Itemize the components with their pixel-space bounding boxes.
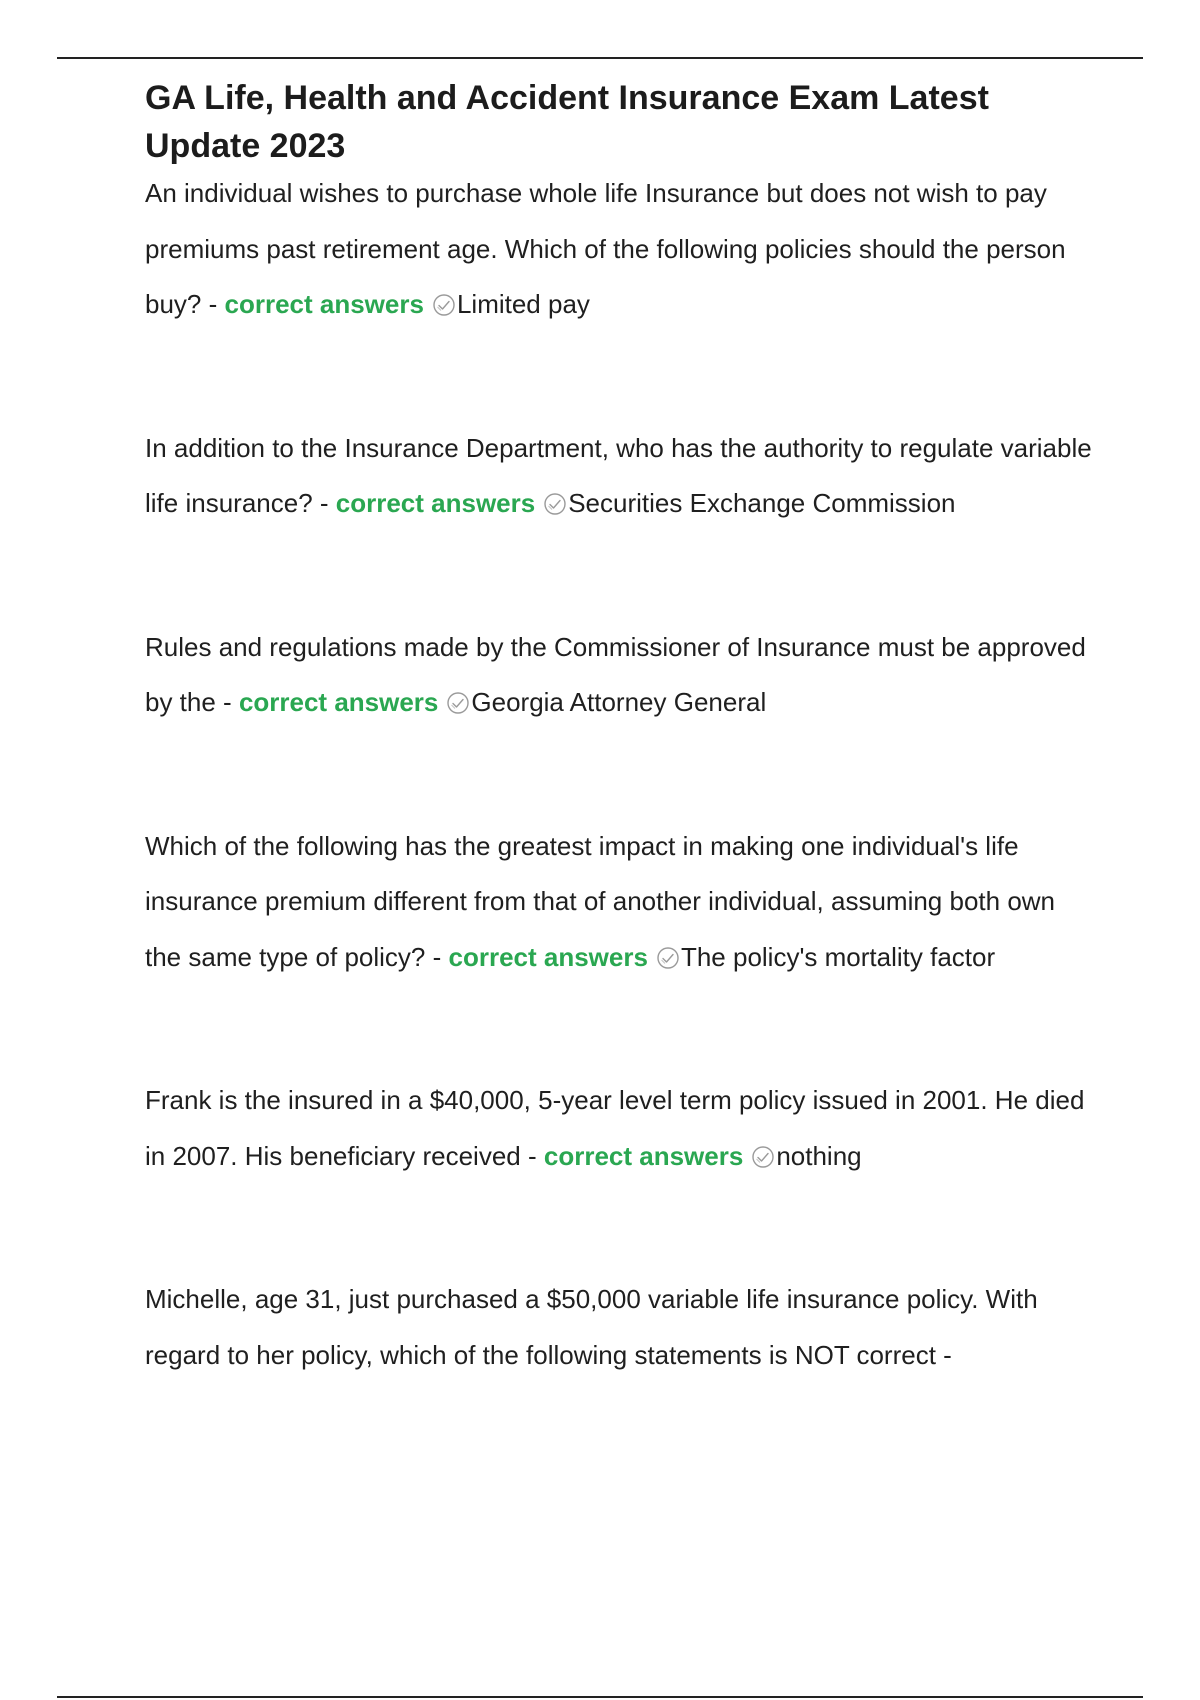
answer-label: correct answers	[238, 687, 439, 717]
question-text: Rules and regulations made by the Commissioner of Insurance must be approved by the	[145, 631, 1086, 717]
answer-text: Limited pay	[456, 289, 590, 319]
check-circle-icon	[656, 946, 680, 970]
qa-list	[145, 166, 1095, 1383]
check-circle-icon	[432, 293, 456, 317]
answer-label: correct answers	[448, 941, 648, 972]
check-circle-icon	[751, 1145, 775, 1169]
qa-item	[145, 421, 1095, 532]
check-circle-icon	[543, 492, 567, 516]
document-title: GA Life, Health and Accident Insurance Exam Latest Update 2023	[145, 79, 989, 165]
answer-text: nothing	[776, 1140, 862, 1171]
qa-item	[145, 819, 1095, 986]
qa-item	[145, 1272, 1095, 1383]
answer-text: Georgia Attorney General	[471, 687, 767, 717]
qa-item	[145, 620, 1095, 731]
question-text: In addition to the Insurance Department, who has the authority to regulate variable life insurance?	[145, 432, 1092, 518]
separator: -	[215, 687, 239, 717]
top-divider	[57, 57, 1143, 59]
answer-text: Securities Exchange Commission	[568, 488, 956, 518]
separator: -	[201, 289, 225, 319]
answer-label: correct answers	[335, 488, 536, 518]
qa-item	[145, 1073, 1095, 1184]
bottom-divider	[57, 1696, 1143, 1698]
answer-label: correct answers	[543, 1140, 744, 1171]
document-body	[145, 74, 1095, 1383]
separator: -	[312, 488, 336, 518]
qa-item	[145, 166, 1095, 333]
question-text: Frank is the insured in a $40,000, 5-year level term policy issued in 2001. He died in 2007. His beneficiary received	[145, 1085, 1085, 1171]
question-text: An individual wishes to purchase whole life Insurance but does not wish to pay premiums past retirement age. Which of the following policies should the person buy?	[145, 178, 1066, 319]
separator: -	[425, 941, 449, 972]
question-text: Which of the following has the greatest impact in making one individual's life insurance premium different from that of another individual, assuming both own the same type of policy?	[145, 830, 1056, 972]
separator: -	[520, 1140, 544, 1171]
answer-label: correct answers	[224, 289, 424, 319]
answer-text: The policy's mortality factor	[680, 941, 996, 972]
check-circle-icon	[446, 691, 470, 715]
question-text: Michelle, age 31, just purchased a $50,000 variable life insurance policy. With regard to her policy, which of the following statements is NOT correct -	[145, 1284, 1038, 1370]
